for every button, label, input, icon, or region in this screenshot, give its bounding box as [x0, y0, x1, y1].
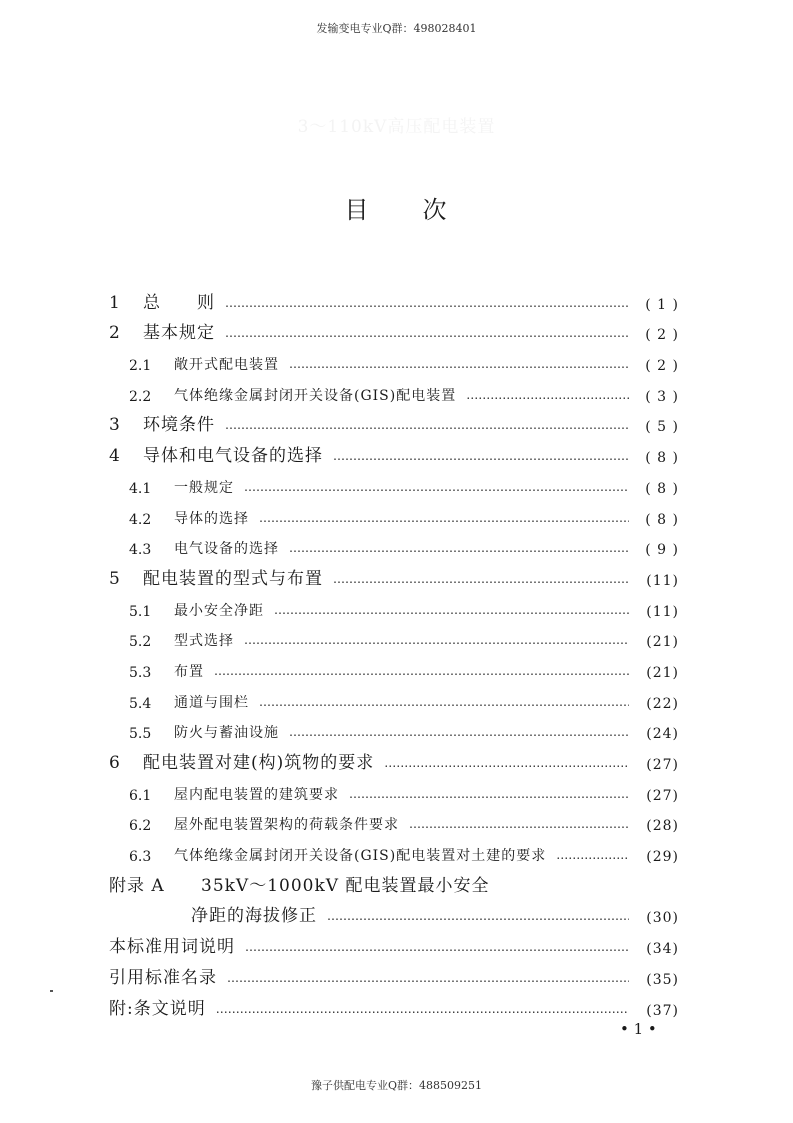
toc-entry-page: ( 8 ): [645, 450, 679, 467]
toc-entry[interactable]: [109, 712, 679, 743]
toc-entry-number: 4.1: [129, 480, 152, 497]
toc-entry-number: 6.1: [129, 787, 152, 804]
toc-entry[interactable]: [109, 988, 679, 1019]
toc-entry[interactable]: [109, 804, 679, 835]
toc-entry-label: 导体的选择: [174, 510, 249, 527]
appendix-entry[interactable]: [109, 865, 679, 926]
leader-dots: [333, 449, 629, 466]
leader-dots: [556, 848, 629, 865]
table-of-contents: [109, 282, 679, 1019]
leader-dots: [409, 817, 629, 834]
toc-entry-number: 4.2: [129, 511, 152, 528]
toc-entry-number: 1: [109, 292, 120, 313]
leader-dots: [259, 695, 629, 712]
toc-entry-page: (27): [646, 787, 679, 804]
toc-entry[interactable]: [109, 343, 679, 374]
leader-dots: [289, 357, 629, 374]
toc-entry-number: 5: [109, 568, 120, 589]
toc-entry-label: 配电装置的型式与布置: [143, 568, 323, 589]
toc-entry-page: ( 2 ): [645, 358, 679, 375]
toc-entry-label: 环境条件: [143, 415, 215, 436]
toc-entry-number: 5.4: [129, 695, 152, 712]
toc-entry-label: 通道与围栏: [174, 694, 249, 711]
toc-entry-page: ( 1 ): [645, 296, 679, 313]
toc-entry-number: 2: [109, 323, 120, 344]
leader-dots: [259, 511, 629, 528]
toc-entry-number: 3: [109, 415, 120, 436]
toc-entry[interactable]: [109, 374, 679, 405]
leader-dots: [216, 1002, 629, 1019]
toc-entry-number: 4: [109, 446, 120, 467]
toc-entry-page: ( 9 ): [645, 542, 679, 559]
toc-entry-page: (21): [646, 634, 679, 651]
toc-entry-label: 布置: [174, 663, 204, 680]
toc-entry[interactable]: [109, 405, 679, 436]
title-left: 目: [344, 196, 371, 224]
toc-entry[interactable]: [109, 558, 679, 589]
toc-entry[interactable]: [109, 528, 679, 559]
toc-entry-label: 屋外配电装置架构的荷载条件要求: [174, 817, 399, 834]
toc-entry[interactable]: [109, 957, 679, 988]
toc-entry[interactable]: [109, 620, 679, 651]
toc-entry-page: (35): [646, 971, 679, 988]
scan-speck: [50, 990, 53, 992]
leader-dots: [225, 326, 629, 343]
toc-entry-label: 气体绝缘金属封闭开关设备(GIS)配电装置: [174, 387, 457, 404]
toc-entry-page: (11): [646, 572, 679, 589]
leader-dots: [327, 909, 629, 926]
toc-entry-page: ( 3 ): [645, 388, 679, 405]
appendix-line1: 35kV～1000kV 配电装置最小安全: [201, 875, 490, 896]
faded-title: 3～110kV高压配电装置: [297, 117, 496, 137]
leader-dots: [384, 756, 629, 773]
toc-entry-number: 6.3: [129, 849, 152, 866]
toc-entry-number: 5.2: [129, 634, 152, 651]
toc-entry-number: 2.1: [129, 358, 152, 375]
toc-entry-label: 最小安全净距: [174, 602, 264, 619]
toc-entry-label: 一般规定: [174, 479, 234, 496]
appendix-page: (30): [646, 910, 679, 927]
toc-entry-number: 5.3: [129, 664, 152, 681]
toc-entry[interactable]: [109, 650, 679, 681]
toc-entry-page: (37): [646, 1002, 679, 1019]
leader-dots: [289, 541, 629, 558]
leader-dots: [244, 633, 629, 650]
toc-entry[interactable]: [109, 313, 679, 344]
toc-entry-page: ( 2 ): [645, 327, 679, 344]
toc-entry-label: 导体和电气设备的选择: [143, 446, 323, 467]
leader-dots: [274, 603, 629, 620]
toc-entry-page: (27): [646, 757, 679, 773]
toc-entry[interactable]: [109, 742, 679, 773]
appendix-prefix: 附录 A: [109, 875, 165, 896]
title-right: 次: [422, 196, 449, 224]
toc-entry-page: ( 8 ): [645, 511, 679, 528]
toc-entry-number: 2.2: [129, 388, 152, 405]
toc-entry[interactable]: [109, 834, 679, 865]
toc-entry-label: 配电装置对建(构)筑物的要求: [143, 753, 375, 773]
toc-entry[interactable]: [109, 589, 679, 620]
leader-dots: [214, 664, 629, 681]
page-title: [0, 190, 793, 225]
toc-entry-page: (24): [646, 726, 679, 743]
toc-entry[interactable]: [109, 773, 679, 804]
toc-entry-label: 本标准用词说明: [109, 937, 235, 958]
leader-dots: [225, 418, 629, 435]
toc-entry[interactable]: [109, 466, 679, 497]
toc-entry[interactable]: [109, 435, 679, 466]
toc-entry-page: (34): [646, 941, 679, 958]
toc-entry-page: (28): [646, 818, 679, 835]
toc-entry-page: ( 5 ): [645, 419, 679, 436]
toc-entry-label: 总 则: [143, 292, 215, 313]
toc-entry-number: 5.1: [129, 603, 152, 620]
toc-entry-page: (21): [646, 664, 679, 681]
toc-entry-label: 气体绝缘金属封闭开关设备(GIS)配电装置对土建的要求: [174, 848, 547, 865]
leader-dots: [245, 940, 629, 957]
toc-entry-label: 敞开式配电装置: [174, 357, 279, 374]
appendix-line2: 净距的海拔修正: [191, 906, 317, 927]
leader-dots: [466, 388, 629, 405]
toc-entry-page: (11): [646, 603, 679, 620]
toc-entry[interactable]: [109, 681, 679, 712]
toc-entry-label: 电气设备的选择: [174, 541, 279, 558]
toc-entry-number: 6: [109, 753, 120, 773]
toc-entry-page: (29): [646, 849, 679, 866]
footer-watermark: 豫子供配电专业Q群：488509251: [310, 1079, 482, 1092]
toc-entry-label: 屋内配电装置的建筑要求: [174, 786, 339, 803]
toc-entry-page: (22): [646, 695, 679, 712]
toc-entry-label: 防火与蓄油设施: [174, 725, 279, 742]
leader-dots: [349, 787, 629, 804]
toc-entry-label: 基本规定: [143, 323, 215, 344]
header-watermark: 发输变电专业Q群：498028401: [316, 22, 477, 35]
toc-entry-label: 附:条文说明: [109, 998, 206, 1019]
leader-dots: [333, 572, 629, 589]
leader-dots: [289, 725, 629, 742]
toc-entry-page: ( 8 ): [645, 480, 679, 497]
toc-entry-label: 引用标准名录: [109, 967, 217, 988]
toc-entry[interactable]: [109, 282, 679, 313]
toc-entry-label: 型式选择: [174, 633, 234, 650]
leader-dots: [227, 971, 629, 988]
leader-dots: [225, 296, 629, 313]
page-number: • 1 •: [620, 1020, 657, 1038]
toc-entry[interactable]: [109, 926, 679, 957]
toc-entry-number: 4.3: [129, 542, 152, 559]
leader-dots: [244, 480, 629, 497]
toc-entry-number: 5.5: [129, 726, 152, 743]
toc-entry[interactable]: [109, 497, 679, 528]
toc-entry-number: 6.2: [129, 818, 152, 835]
